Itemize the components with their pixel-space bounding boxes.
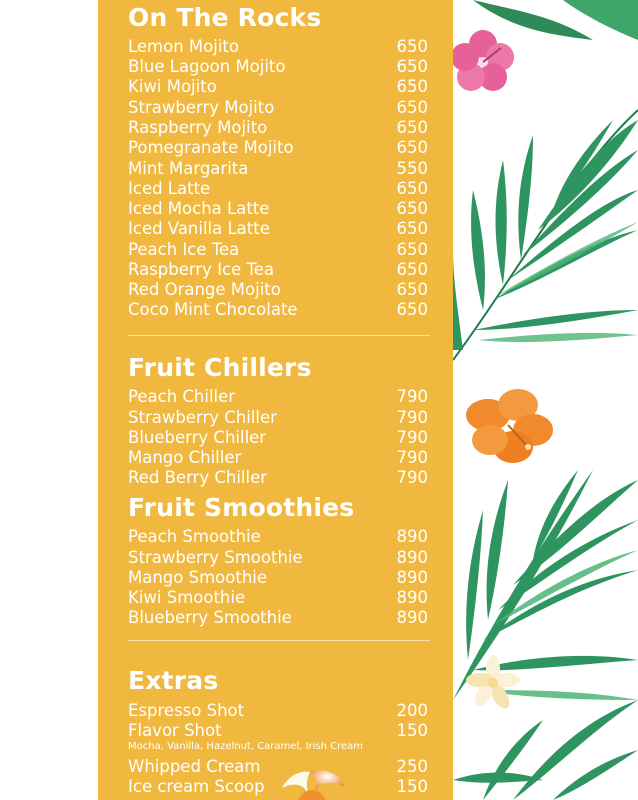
item-price: 650 [396,179,428,198]
item-name: Ice cream Scoop [128,777,265,796]
item-price: 650 [396,138,428,157]
item-price: 890 [396,588,428,607]
item-price: 650 [396,57,428,76]
menu-item [128,468,428,488]
item-name: Mango Chiller [128,448,242,467]
menu-item [128,701,428,721]
item-price: 650 [396,118,428,137]
lower-palm-frond-icon [453,470,638,700]
item-price: 890 [396,527,428,546]
section-title-extras: Extras [128,666,219,695]
logo-mark [270,762,350,800]
menu-item [128,260,428,280]
menu-item [128,280,428,300]
item-name: Espresso Shot [128,701,245,720]
item-price: 790 [396,448,428,467]
section-title-on-the-rocks: On The Rocks [128,3,322,32]
item-price: 150 [396,777,428,796]
item-price: 200 [396,701,428,720]
menu-item [128,118,428,138]
left-margin [0,0,98,800]
item-price: 150 [396,721,428,740]
section-title-fruit-smoothies: Fruit Smoothies [128,493,355,522]
item-name: Blueberry Smoothie [128,608,292,627]
item-price: 650 [396,77,428,96]
menu-item [128,240,428,260]
item-price: 550 [396,159,428,178]
item-name: Whipped Cream [128,757,261,776]
item-name: Blue Lagoon Mojito [128,57,286,76]
menu-item [128,527,428,547]
item-name: Peach Smoothie [128,527,261,546]
section-divider [128,335,430,336]
item-name: Strawberry Chiller [128,408,277,427]
item-price: 650 [396,240,428,259]
item-name: Strawberry Mojito [128,98,275,117]
tropical-leaves-illustration [453,0,638,800]
item-name: Red Orange Mojito [128,280,281,299]
palm-leaf-icon [473,0,638,40]
item-price: 790 [396,468,428,487]
item-price: 650 [396,98,428,117]
menu-item [128,568,428,588]
section-divider [128,640,430,641]
item-name: Raspberry Ice Tea [128,260,275,279]
item-price: 250 [396,757,428,776]
item-price: 650 [396,199,428,218]
menu-item [128,199,428,219]
menu-item [128,721,428,741]
menu-item [128,548,428,568]
item-name: Lemon Mojito [128,37,239,56]
item-name: Mango Smoothie [128,568,268,587]
menu-item [128,408,428,428]
menu-item [128,300,428,320]
item-name: Flavor Shot [128,721,222,740]
item-price: 890 [396,608,428,627]
item-name: Coco Mint Chocolate [128,300,298,319]
item-name: Peach Chiller [128,387,236,406]
item-price: 650 [396,260,428,279]
item-price: 890 [396,568,428,587]
item-name: Strawberry Smoothie [128,548,303,567]
menu-item [128,37,428,57]
menu-item [128,159,428,179]
menu-item [128,448,428,468]
hibiscus-flower-icon [453,30,514,91]
item-name: Kiwi Mojito [128,77,217,96]
menu-item [128,77,428,97]
menu-item [128,387,428,407]
menu-item [128,138,428,158]
item-price: 650 [396,300,428,319]
item-name: Pomegranate Mojito [128,138,294,157]
item-price: 790 [396,428,428,447]
menu-item [128,98,428,118]
item-name: Iced Mocha Latte [128,199,270,218]
menu-item [128,57,428,77]
item-name: Blueberry Chiller [128,428,267,447]
item-note: Mocha, Vanilla, Hazelnut, Caramel, Irish Cream [128,741,364,752]
item-price: 790 [396,387,428,406]
orange-hibiscus-icon [466,389,553,463]
menu-item [128,219,428,239]
item-name: Raspberry Mojito [128,118,268,137]
item-name: Mint Margarita [128,159,249,178]
menu-item [128,608,428,628]
section-title-fruit-chillers: Fruit Chillers [128,353,312,382]
item-name: Red Berry Chiller [128,468,268,487]
menu-item [128,428,428,448]
item-name: Iced Vanilla Latte [128,219,270,238]
item-name: Peach Ice Tea [128,240,240,259]
item-price: 890 [396,548,428,567]
item-price: 650 [396,37,428,56]
tropical-decoration [453,0,638,800]
item-price: 650 [396,219,428,238]
menu-item [128,179,428,199]
menu-item [128,588,428,608]
item-name: Iced Latte [128,179,211,198]
item-name: Kiwi Smoothie [128,588,246,607]
item-price: 650 [396,280,428,299]
item-price: 790 [396,408,428,427]
